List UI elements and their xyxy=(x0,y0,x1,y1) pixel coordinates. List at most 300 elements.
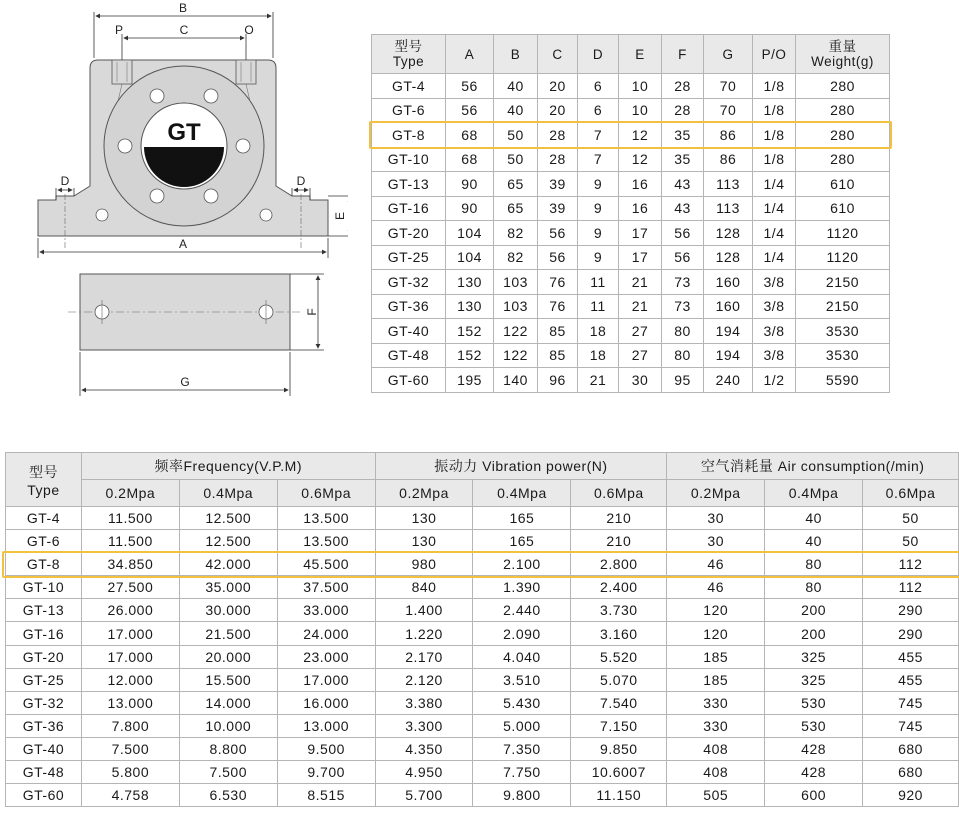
value-cell: 9.850 xyxy=(571,737,667,760)
value-cell: 27 xyxy=(619,343,662,368)
value-cell: 11.500 xyxy=(81,507,179,530)
dims-header-cell xyxy=(494,35,538,74)
table-row xyxy=(6,553,959,576)
dim-label-e: E xyxy=(333,211,347,221)
value-cell: 9.700 xyxy=(277,761,375,784)
gt-logo-text: GT xyxy=(167,119,201,146)
value-cell: 37.500 xyxy=(277,576,375,599)
value-cell: 80 xyxy=(662,343,704,368)
value-cell: 185 xyxy=(667,668,765,691)
value-cell: 86 xyxy=(704,147,753,172)
value-cell: 112 xyxy=(863,553,959,576)
value-cell: 104 xyxy=(446,245,494,270)
value-cell: 7 xyxy=(578,123,619,148)
pressure-header-cell: 0.4Mpa xyxy=(765,480,863,507)
value-cell: 12.500 xyxy=(179,507,277,530)
value-cell: 27.500 xyxy=(81,576,179,599)
value-cell: 17.000 xyxy=(81,622,179,645)
value-cell: 408 xyxy=(667,737,765,760)
dims-header-en: E xyxy=(635,46,645,62)
model-cell: GT-13 xyxy=(6,599,82,622)
value-cell: 1.400 xyxy=(375,599,473,622)
table-row xyxy=(372,196,890,221)
value-cell: 90 xyxy=(446,196,494,221)
model-cell: GT-25 xyxy=(6,668,82,691)
value-cell: 17 xyxy=(619,245,662,270)
value-cell: 6 xyxy=(578,74,619,99)
value-cell: 3/8 xyxy=(753,270,796,295)
value-cell: 30 xyxy=(667,530,765,553)
table-row xyxy=(372,221,890,246)
value-cell: 18 xyxy=(578,319,619,344)
dims-header-en: G xyxy=(722,46,734,62)
value-cell: 10 xyxy=(619,98,662,123)
table-row xyxy=(6,737,959,760)
value-cell: 13.000 xyxy=(277,714,375,737)
value-cell: 7.500 xyxy=(81,737,179,760)
value-cell: 1120 xyxy=(796,221,890,246)
value-cell: 39 xyxy=(538,196,578,221)
value-cell: 35.000 xyxy=(179,576,277,599)
value-cell: 7.800 xyxy=(81,714,179,737)
value-cell: 11 xyxy=(578,270,619,295)
value-cell: 28 xyxy=(662,98,704,123)
dimensions-body xyxy=(372,74,890,393)
value-cell: 130 xyxy=(375,507,473,530)
value-cell: 5.520 xyxy=(571,645,667,668)
value-cell: 3.730 xyxy=(571,599,667,622)
table-row xyxy=(372,98,890,123)
dims-header-en: A xyxy=(464,46,475,62)
value-cell: 43 xyxy=(662,196,704,221)
value-cell: 120 xyxy=(667,622,765,645)
value-cell: 20 xyxy=(538,74,578,99)
value-cell: 12.500 xyxy=(179,530,277,553)
dim-label-d-right: D xyxy=(296,174,306,188)
value-cell: 9 xyxy=(578,245,619,270)
model-cell: GT-48 xyxy=(372,343,446,368)
dims-header-cell xyxy=(446,35,494,74)
model-cell: GT-6 xyxy=(6,530,82,553)
model-cell: GT-60 xyxy=(6,784,82,807)
value-cell: 30.000 xyxy=(179,599,277,622)
dims-header-cell xyxy=(372,35,446,74)
value-cell: 1.390 xyxy=(473,576,571,599)
model-cell: GT-8 xyxy=(6,553,82,576)
value-cell: 610 xyxy=(796,172,890,197)
value-cell: 10.000 xyxy=(179,714,277,737)
dims-header-cell xyxy=(538,35,578,74)
value-cell: 18 xyxy=(578,343,619,368)
value-cell: 20.000 xyxy=(179,645,277,668)
table-row xyxy=(372,147,890,172)
plan-view xyxy=(68,274,303,350)
model-cell: GT-16 xyxy=(372,196,446,221)
value-cell: 90 xyxy=(446,172,494,197)
dim-e xyxy=(328,196,348,236)
table-row xyxy=(6,714,959,737)
value-cell: 113 xyxy=(704,172,753,197)
value-cell: 30 xyxy=(667,507,765,530)
value-cell: 10 xyxy=(619,74,662,99)
value-cell: 280 xyxy=(796,98,890,123)
value-cell: 35 xyxy=(662,123,704,148)
dims-header-en: Type xyxy=(392,54,425,69)
value-cell: 13.500 xyxy=(277,507,375,530)
value-cell: 82 xyxy=(494,245,538,270)
value-cell: 40 xyxy=(494,98,538,123)
value-cell: 9 xyxy=(578,196,619,221)
value-cell: 8.800 xyxy=(179,737,277,760)
vibrator-technical-drawing xyxy=(28,0,348,400)
value-cell: 21 xyxy=(619,270,662,295)
value-cell: 70 xyxy=(704,98,753,123)
dim-a xyxy=(38,237,328,258)
value-cell: 13.500 xyxy=(277,530,375,553)
table-row xyxy=(372,343,890,368)
value-cell: 3/8 xyxy=(753,294,796,319)
value-cell: 2.100 xyxy=(473,553,571,576)
value-cell: 14.000 xyxy=(179,691,277,714)
value-cell: 46 xyxy=(667,576,765,599)
dim-label-o: O xyxy=(244,23,254,37)
value-cell: 1/4 xyxy=(753,221,796,246)
value-cell: 3.160 xyxy=(571,622,667,645)
dims-header-cell xyxy=(619,35,662,74)
value-cell: 3530 xyxy=(796,343,890,368)
value-cell: 280 xyxy=(796,147,890,172)
value-cell: 2.400 xyxy=(571,576,667,599)
performance-table xyxy=(5,452,959,807)
value-cell: 7.500 xyxy=(179,761,277,784)
performance-group-header-row xyxy=(6,453,959,480)
value-cell: 455 xyxy=(863,645,959,668)
model-cell: GT-10 xyxy=(372,147,446,172)
value-cell: 65 xyxy=(494,196,538,221)
value-cell: 160 xyxy=(704,294,753,319)
value-cell: 2.090 xyxy=(473,622,571,645)
dims-header-en: D xyxy=(592,46,604,62)
value-cell: 920 xyxy=(863,784,959,807)
value-cell: 8.515 xyxy=(277,784,375,807)
value-cell: 104 xyxy=(446,221,494,246)
value-cell: 280 xyxy=(796,123,890,148)
value-cell: 5.700 xyxy=(375,784,473,807)
value-cell: 28 xyxy=(538,147,578,172)
dims-header-en: F xyxy=(678,46,687,62)
value-cell: 2.120 xyxy=(375,668,473,691)
value-cell: 50 xyxy=(863,530,959,553)
model-cell: GT-20 xyxy=(372,221,446,246)
value-cell: 85 xyxy=(538,319,578,344)
dim-label-a: A xyxy=(178,237,188,251)
value-cell: 980 xyxy=(375,553,473,576)
value-cell: 112 xyxy=(863,576,959,599)
table-row xyxy=(6,784,959,807)
model-cell: GT-32 xyxy=(6,691,82,714)
dim-label-c: C xyxy=(179,23,189,37)
model-cell: GT-36 xyxy=(6,714,82,737)
value-cell: 3/8 xyxy=(753,343,796,368)
value-cell: 9 xyxy=(578,172,619,197)
value-cell: 7.750 xyxy=(473,761,571,784)
value-cell: 39 xyxy=(538,172,578,197)
value-cell: 113 xyxy=(704,196,753,221)
value-cell: 20 xyxy=(538,98,578,123)
value-cell: 40 xyxy=(765,507,863,530)
table-row xyxy=(6,645,959,668)
value-cell: 2.800 xyxy=(571,553,667,576)
value-cell: 85 xyxy=(538,343,578,368)
model-cell: GT-40 xyxy=(6,737,82,760)
dim-label-p: P xyxy=(114,23,124,37)
value-cell: 9.500 xyxy=(277,737,375,760)
table-row xyxy=(372,245,890,270)
perf-type-header xyxy=(6,453,82,507)
value-cell: 408 xyxy=(667,761,765,784)
model-cell: GT-36 xyxy=(372,294,446,319)
pressure-header-cell: 0.6Mpa xyxy=(571,480,667,507)
value-cell: 530 xyxy=(765,691,863,714)
value-cell: 11 xyxy=(578,294,619,319)
table-row xyxy=(372,123,890,148)
value-cell: 122 xyxy=(494,343,538,368)
model-cell: GT-10 xyxy=(6,576,82,599)
value-cell: 70 xyxy=(704,74,753,99)
model-cell: GT-48 xyxy=(6,761,82,784)
value-cell: 840 xyxy=(375,576,473,599)
value-cell: 5.000 xyxy=(473,714,571,737)
value-cell: 1/8 xyxy=(753,74,796,99)
table-row xyxy=(6,576,959,599)
value-cell: 56 xyxy=(446,74,494,99)
dims-header-cn: 型号 xyxy=(394,39,423,54)
value-cell: 130 xyxy=(375,530,473,553)
value-cell: 68 xyxy=(446,147,494,172)
value-cell: 7 xyxy=(578,147,619,172)
value-cell: 4.040 xyxy=(473,645,571,668)
pressure-header-cell: 0.6Mpa xyxy=(863,480,959,507)
value-cell: 152 xyxy=(446,319,494,344)
value-cell: 1/8 xyxy=(753,123,796,148)
value-cell: 12 xyxy=(619,123,662,148)
value-cell: 73 xyxy=(662,270,704,295)
value-cell: 210 xyxy=(571,530,667,553)
value-cell: 3530 xyxy=(796,319,890,344)
value-cell: 86 xyxy=(704,123,753,148)
model-cell: GT-6 xyxy=(372,98,446,123)
value-cell: 11.500 xyxy=(81,530,179,553)
value-cell: 130 xyxy=(446,270,494,295)
model-cell: GT-40 xyxy=(372,319,446,344)
dim-label-d-left: D xyxy=(60,174,70,188)
value-cell: 2150 xyxy=(796,270,890,295)
value-cell: 17.000 xyxy=(81,645,179,668)
value-cell: 80 xyxy=(765,553,863,576)
value-cell: 42.000 xyxy=(179,553,277,576)
value-cell: 120 xyxy=(667,599,765,622)
value-cell: 80 xyxy=(765,576,863,599)
pressure-header-cell: 0.4Mpa xyxy=(473,480,571,507)
value-cell: 3.300 xyxy=(375,714,473,737)
value-cell: 2.170 xyxy=(375,645,473,668)
value-cell: 194 xyxy=(704,343,753,368)
value-cell: 745 xyxy=(863,714,959,737)
model-cell: GT-16 xyxy=(6,622,82,645)
pressure-header-cell: 0.2Mpa xyxy=(81,480,179,507)
value-cell: 65 xyxy=(494,172,538,197)
value-cell: 33.000 xyxy=(277,599,375,622)
value-cell: 6 xyxy=(578,98,619,123)
value-cell: 7.150 xyxy=(571,714,667,737)
value-cell: 16.000 xyxy=(277,691,375,714)
value-cell: 5590 xyxy=(796,368,890,393)
dim-c xyxy=(115,23,254,62)
value-cell: 9.800 xyxy=(473,784,571,807)
value-cell: 2.440 xyxy=(473,599,571,622)
value-cell: 240 xyxy=(704,368,753,393)
value-cell: 95 xyxy=(662,368,704,393)
value-cell: 26.000 xyxy=(81,599,179,622)
value-cell: 680 xyxy=(863,737,959,760)
value-cell: 7.350 xyxy=(473,737,571,760)
dim-label-g: G xyxy=(180,375,190,389)
value-cell: 40 xyxy=(765,530,863,553)
value-cell: 165 xyxy=(473,530,571,553)
model-cell: GT-32 xyxy=(372,270,446,295)
value-cell: 290 xyxy=(863,599,959,622)
dims-header-cell xyxy=(704,35,753,74)
dims-header-en: C xyxy=(552,46,563,62)
value-cell: 43 xyxy=(662,172,704,197)
dims-header-cell xyxy=(796,35,890,74)
model-cell: GT-13 xyxy=(372,172,446,197)
pressure-header-cell: 0.2Mpa xyxy=(375,480,473,507)
pressure-header-cell: 0.4Mpa xyxy=(179,480,277,507)
table-row xyxy=(372,270,890,295)
value-cell: 56 xyxy=(538,245,578,270)
air-consumption-group-header: 空气消耗量 Air consumption(/min) xyxy=(667,453,959,480)
value-cell: 185 xyxy=(667,645,765,668)
value-cell: 68 xyxy=(446,123,494,148)
value-cell: 130 xyxy=(446,294,494,319)
dims-header-en: P/O xyxy=(761,46,787,62)
value-cell: 1120 xyxy=(796,245,890,270)
value-cell: 194 xyxy=(704,319,753,344)
value-cell: 21 xyxy=(619,294,662,319)
value-cell: 5.800 xyxy=(81,761,179,784)
value-cell: 5.070 xyxy=(571,668,667,691)
value-cell: 50 xyxy=(863,507,959,530)
value-cell: 40 xyxy=(494,74,538,99)
value-cell: 12 xyxy=(619,147,662,172)
value-cell: 96 xyxy=(538,368,578,393)
value-cell: 7.540 xyxy=(571,691,667,714)
table-row xyxy=(372,172,890,197)
value-cell: 34.850 xyxy=(81,553,179,576)
value-cell: 1.220 xyxy=(375,622,473,645)
value-cell: 56 xyxy=(662,221,704,246)
value-cell: 12.000 xyxy=(81,668,179,691)
value-cell: 1/4 xyxy=(753,196,796,221)
value-cell: 3.380 xyxy=(375,691,473,714)
value-cell: 17.000 xyxy=(277,668,375,691)
value-cell: 9 xyxy=(578,221,619,246)
value-cell: 80 xyxy=(662,319,704,344)
value-cell: 195 xyxy=(446,368,494,393)
value-cell: 10.6007 xyxy=(571,761,667,784)
table-row xyxy=(6,599,959,622)
vibration-power-group-header: 振动力 Vibration power(N) xyxy=(375,453,667,480)
value-cell: 56 xyxy=(538,221,578,246)
value-cell: 600 xyxy=(765,784,863,807)
model-cell: GT-60 xyxy=(372,368,446,393)
value-cell: 428 xyxy=(765,737,863,760)
table-row xyxy=(372,319,890,344)
value-cell: 152 xyxy=(446,343,494,368)
dim-label-f: F xyxy=(305,308,319,316)
value-cell: 4.758 xyxy=(81,784,179,807)
value-cell: 45.500 xyxy=(277,553,375,576)
value-cell: 76 xyxy=(538,294,578,319)
value-cell: 680 xyxy=(863,761,959,784)
table-row xyxy=(6,668,959,691)
value-cell: 35 xyxy=(662,147,704,172)
dims-header-en: B xyxy=(510,46,521,62)
value-cell: 210 xyxy=(571,507,667,530)
table-row xyxy=(6,761,959,784)
model-cell: GT-25 xyxy=(372,245,446,270)
value-cell: 610 xyxy=(796,196,890,221)
value-cell: 1/2 xyxy=(753,368,796,393)
value-cell: 160 xyxy=(704,270,753,295)
value-cell: 290 xyxy=(863,622,959,645)
table-row xyxy=(372,294,890,319)
value-cell: 4.950 xyxy=(375,761,473,784)
value-cell: 200 xyxy=(765,622,863,645)
perf-type-header-en: Type xyxy=(27,481,60,498)
value-cell: 28 xyxy=(538,123,578,148)
value-cell: 3.510 xyxy=(473,668,571,691)
value-cell: 30 xyxy=(619,368,662,393)
dims-header-cn: 重量 xyxy=(828,39,857,54)
model-cell: GT-4 xyxy=(372,74,446,99)
value-cell: 128 xyxy=(704,245,753,270)
pressure-header-cell: 0.6Mpa xyxy=(277,480,375,507)
table-row xyxy=(372,74,890,99)
dims-header-cell xyxy=(662,35,704,74)
value-cell: 13.000 xyxy=(81,691,179,714)
value-cell: 330 xyxy=(667,714,765,737)
value-cell: 1/4 xyxy=(753,245,796,270)
value-cell: 455 xyxy=(863,668,959,691)
table-row xyxy=(6,530,959,553)
value-cell: 1/4 xyxy=(753,172,796,197)
value-cell: 280 xyxy=(796,74,890,99)
value-cell: 73 xyxy=(662,294,704,319)
value-cell: 50 xyxy=(494,123,538,148)
dims-header-cell xyxy=(753,35,796,74)
value-cell: 505 xyxy=(667,784,765,807)
value-cell: 56 xyxy=(662,245,704,270)
value-cell: 103 xyxy=(494,270,538,295)
value-cell: 6.530 xyxy=(179,784,277,807)
value-cell: 5.430 xyxy=(473,691,571,714)
value-cell: 16 xyxy=(619,172,662,197)
value-cell: 4.350 xyxy=(375,737,473,760)
value-cell: 17 xyxy=(619,221,662,246)
value-cell: 325 xyxy=(765,645,863,668)
